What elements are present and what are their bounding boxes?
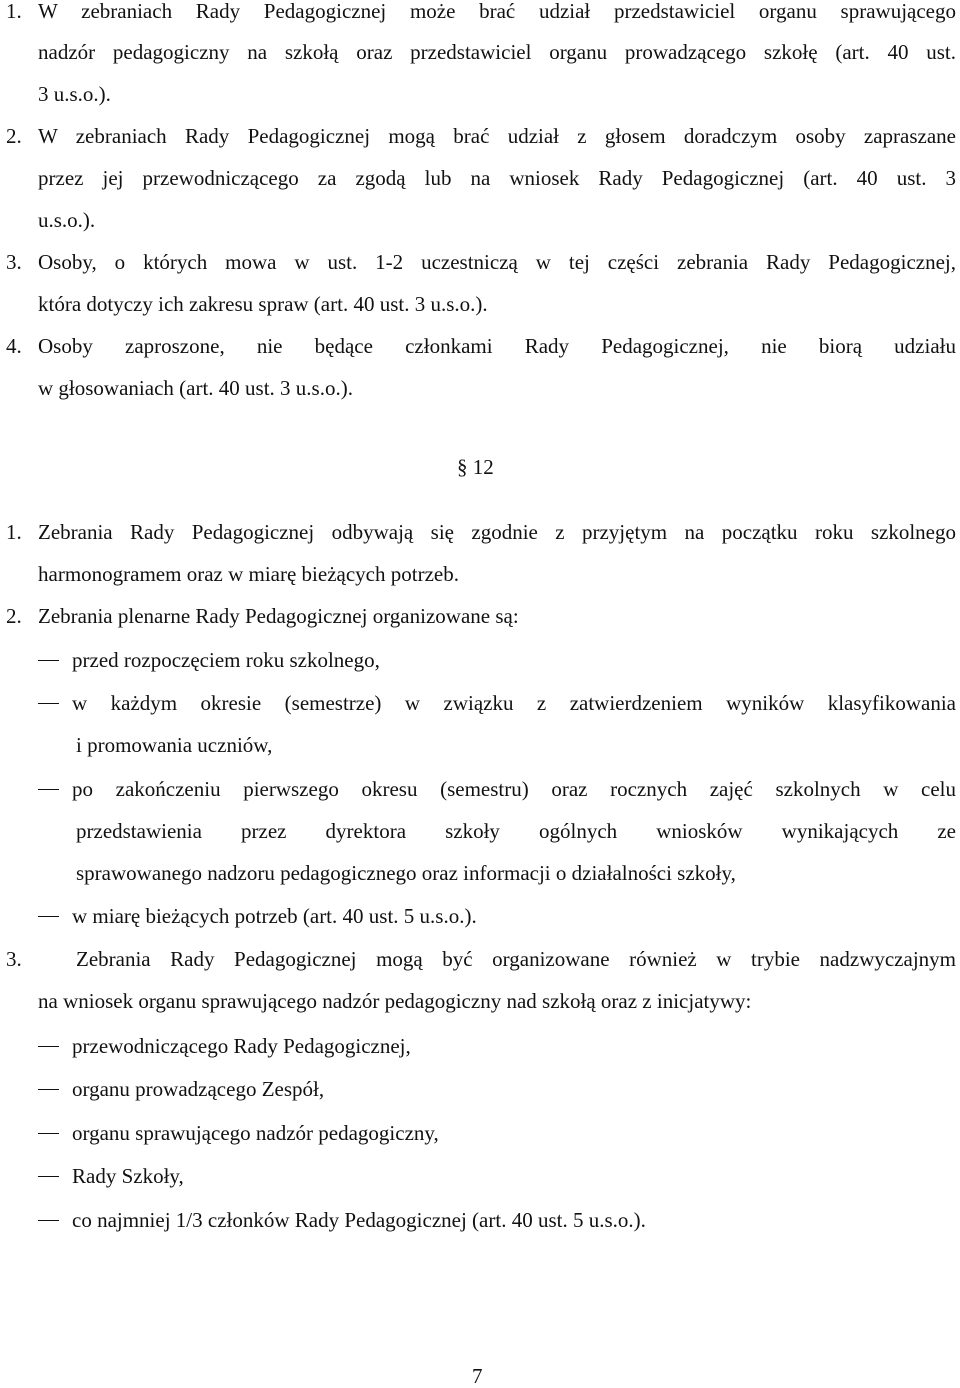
list-number: 3. — [6, 250, 22, 274]
paragraph-line: Zebrania Rady Pedagogicznej mogą być organizowane również w trybie nadzwyczajnym — [76, 947, 956, 971]
dash-bullet-icon — [38, 1089, 59, 1090]
bullet-text: po zakończeniu pierwszego okresu (semestru) oraz rocznych zajęć szkolnych w celu — [72, 777, 956, 801]
list-number: 1. — [6, 520, 22, 544]
bullet-text: co najmniej 1/3 członków Rady Pedagogicznej (art. 40 ust. 5 u.s.o.). — [72, 1208, 646, 1232]
page-number: 7 — [472, 1364, 483, 1388]
paragraph-line: Zebrania Rady Pedagogicznej odbywają się zgodnie z przyjętym na początku roku szkolnego — [38, 520, 956, 544]
paragraph-line: nadzór pedagogiczny na szkołą oraz przedstawiciel organu prowadzącego szkołę (art. 40 ust. — [38, 40, 956, 64]
dash-bullet-icon — [38, 916, 59, 917]
bullet-text: przed rozpoczęciem roku szkolnego, — [72, 648, 380, 672]
bullet-text: w miarę bieżących potrzeb (art. 40 ust. 5 u.s.o.). — [72, 904, 477, 928]
bullet-text: sprawowanego nadzoru pedagogicznego oraz informacji o działalności szkoły, — [76, 861, 736, 885]
list-number: 2. — [6, 604, 22, 628]
list-number: 4. — [6, 334, 22, 358]
dash-bullet-icon — [38, 1133, 59, 1134]
bullet-text: organu sprawującego nadzór pedagogiczny, — [72, 1121, 439, 1145]
list-number: 2. — [6, 124, 22, 148]
bullet-text: organu prowadzącego Zespół, — [72, 1077, 325, 1101]
dash-bullet-icon — [38, 1220, 59, 1221]
bullet-text: i promowania uczniów, — [76, 733, 273, 757]
paragraph-line: W zebraniach Rady Pedagogicznej mogą brać udział z głosem doradczym osoby zapraszane — [38, 124, 956, 148]
dash-bullet-icon — [38, 1046, 59, 1047]
list-number: 1. — [6, 0, 22, 23]
dash-bullet-icon — [38, 789, 59, 790]
paragraph-line: harmonogramem oraz w miarę bieżących potrzeb. — [38, 562, 459, 586]
list-number: 3. — [6, 947, 22, 971]
paragraph-line: w głosowaniach (art. 40 ust. 3 u.s.o.). — [38, 376, 353, 400]
bullet-text: Rady Szkoły, — [72, 1164, 184, 1188]
section-marker: § 12 — [457, 455, 494, 479]
paragraph-line: Osoby, o których mowa w ust. 1-2 uczestniczą w tej części zebrania Rady Pedagogicznej, — [38, 250, 956, 274]
bullet-text: przedstawienia przez dyrektora szkoły ogólnych wniosków wynikających ze — [76, 819, 956, 843]
dash-bullet-icon — [38, 1176, 59, 1177]
paragraph-line: Zebrania plenarne Rady Pedagogicznej organizowane są: — [38, 604, 519, 628]
paragraph-line: która dotyczy ich zakresu spraw (art. 40 ust. 3 u.s.o.). — [38, 292, 488, 316]
dash-bullet-icon — [38, 703, 59, 704]
bullet-text: w każdym okresie (semestrze) w związku z zatwierdzeniem wyników klasyfikowania — [72, 691, 956, 715]
paragraph-line: Osoby zaproszone, nie będące członkami Rady Pedagogicznej, nie biorą udziału — [38, 334, 956, 358]
paragraph-line: 3 u.s.o.). — [38, 82, 111, 106]
dash-bullet-icon — [38, 660, 59, 661]
paragraph-line: u.s.o.). — [38, 208, 96, 232]
paragraph-line: na wniosek organu sprawującego nadzór pedagogiczny nad szkołą oraz z inicjatywy: — [38, 989, 752, 1013]
bullet-text: przewodniczącego Rady Pedagogicznej, — [72, 1034, 411, 1058]
paragraph-line: W zebraniach Rady Pedagogicznej może brać udział przedstawiciel organu sprawującego — [38, 0, 956, 23]
paragraph-line: przez jej przewodniczącego za zgodą lub na wniosek Rady Pedagogicznej (art. 40 ust. 3 — [38, 166, 956, 190]
